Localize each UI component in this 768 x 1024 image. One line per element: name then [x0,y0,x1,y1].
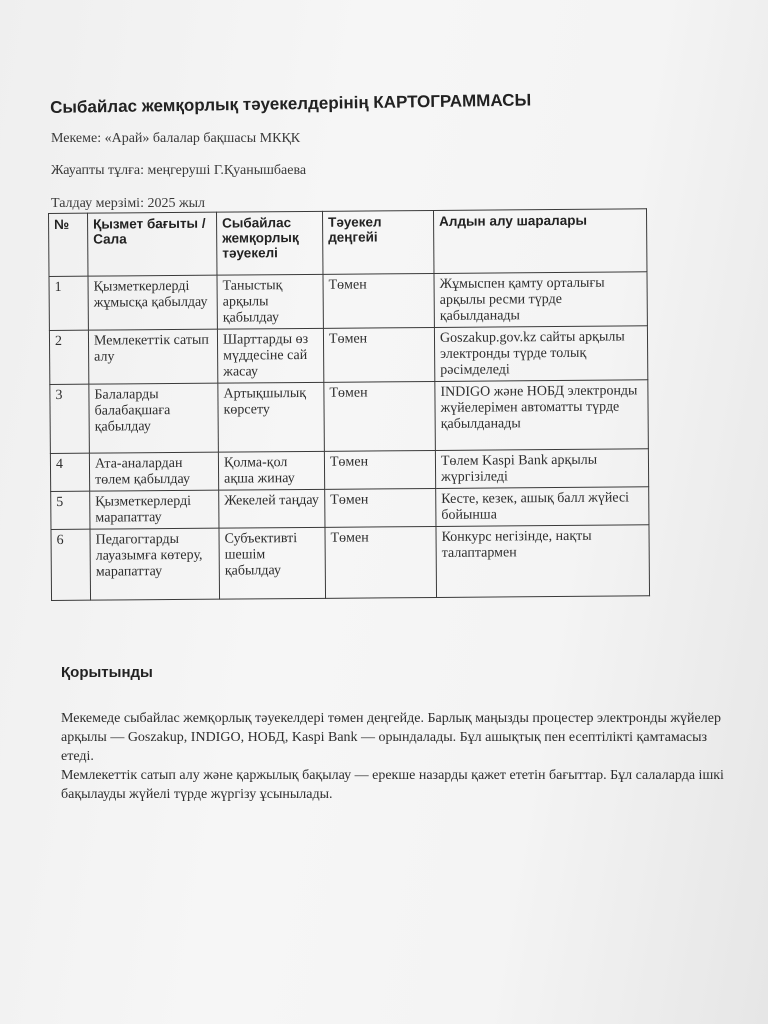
risk-table-wrapper [48,208,650,601]
cell-risk-level: Төмен [325,488,436,527]
risk-table [48,208,650,601]
cell-corruption-risk: Артықшылық көрсету [218,382,325,452]
cell-prevention-measures: Кесте, кезек, ашық балл жүйесі бойынша [436,487,649,527]
analysis-period-line: Талдау мерзімі: 2025 жыл [51,196,206,211]
document-title: Сыбайлас жемқорлық тәуекелдерінің КАРТОГРАММАСЫ [50,90,532,117]
conclusion-body [61,709,741,804]
header-risk-level: Тәуекел деңгейі [322,210,433,274]
cell-number: 1 [49,276,88,330]
cell-corruption-risk: Субъективті шешім қабылдау [219,527,326,599]
cell-number: 2 [49,330,88,384]
table-row [49,326,647,385]
cell-corruption-risk: Жекелей таңдау [219,489,325,528]
cell-activity-area: Ата-аналардан төлем қабылдау [89,452,218,491]
header-corruption-risk: Сыбайлас жемқорлық тәуекелі [216,211,322,275]
conclusion-paragraph: Мекемеде сыбайлас жемқорлық тәуекелдері төмен деңгейде. Барлық маңызды процестер электронды жүйелер арқылы — Goszakup, INDIGO, НОБД, Kaspi Bank — орындалады. Бұл ашықтық пен есептілікті қамтамасыз етеді. [61,711,721,764]
table-row [51,525,650,601]
cell-activity-area: Мемлекеттік сатып алу [88,329,217,384]
cell-risk-level: Төмен [324,381,436,451]
cell-number: 6 [51,529,91,600]
header-number: № [49,213,88,276]
table-row [51,487,649,530]
conclusion-heading: Қорытынды [61,664,153,681]
table-header-row [49,209,647,277]
institution-line: Мекеме: «Арай» балалар бақшасы МКҚК [51,131,301,146]
header-prevention-measures: Алдын алу шаралары [433,209,646,274]
header-activity-area: Қызмет бағыты / Сала [88,212,217,276]
cell-corruption-risk: Шарттарды өз мүддесіне сай жасау [217,328,323,383]
table-row [49,272,647,331]
cell-risk-level: Төмен [324,450,435,489]
cell-activity-area: Балаларды балабақшаға қабылдау [89,383,219,453]
cell-number: 3 [50,384,90,453]
cell-activity-area: Педагогтарды лауазымға көтеру, марапаттау [90,528,220,600]
responsible-person-line: Жауапты тұлға: меңгеруші Г.Қуанышбаева [51,163,307,178]
cell-risk-level: Төмен [325,526,437,598]
table-row [50,449,648,492]
cell-activity-area: Қызметкерлерді жұмысқа қабылдау [88,275,217,330]
cell-prevention-measures: Жұмыспен қамту орталығы арқылы ресми түрде қабылданады [434,272,647,328]
cell-prevention-measures: Конкурс негізінде, нақты талаптармен [436,525,650,598]
cell-prevention-measures: Goszakup.gov.kz сайты арқылы электронды түрде толық рәсімделеді [434,326,647,382]
cell-number: 5 [51,491,90,529]
cell-risk-level: Төмен [323,327,434,382]
cell-prevention-measures: INDIGO және НОБД электронды жүйелерімен автоматты түрде қабылданады [435,380,649,451]
cell-prevention-measures: Төлем Kaspi Bank арқылы жүргізіледі [435,449,648,489]
cell-corruption-risk: Қолма-қол ақша жинау [218,451,324,490]
cell-corruption-risk: Таныстық арқылы қабылдау [217,274,323,329]
table-row [50,380,649,454]
conclusion-paragraph: Мемлекеттік сатып алу және қаржылық бақылау — ерекше назарды қажет ететін бағыттар. Бұл салаларда ішкі бақылауды жүйелі түрде жүргізу ұсынылады. [61,768,724,802]
cell-activity-area: Қызметкерлерді марапаттау [90,490,219,529]
cell-risk-level: Төмен [323,273,434,328]
cell-number: 4 [50,453,89,491]
